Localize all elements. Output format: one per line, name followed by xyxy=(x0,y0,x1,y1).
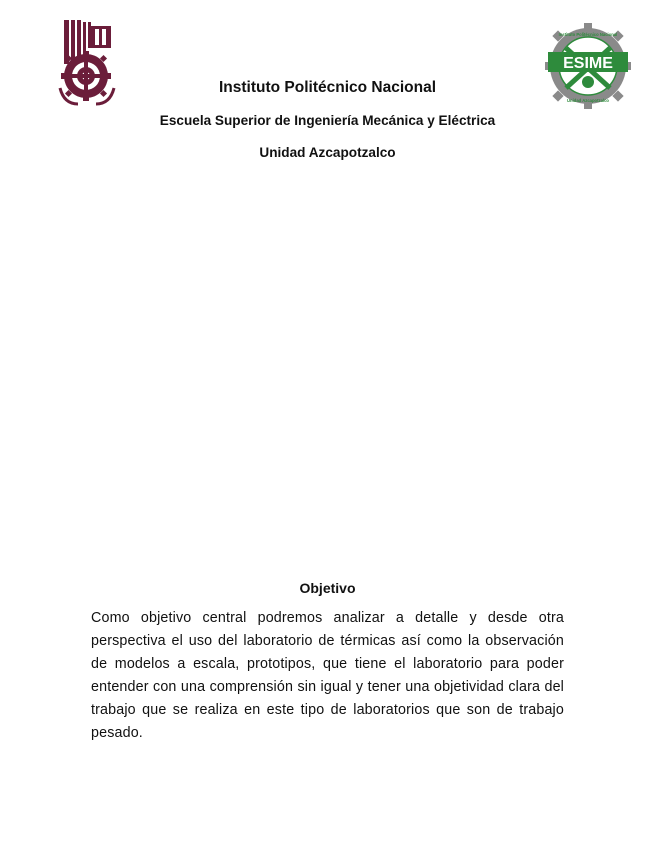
unit-heading: Unidad Azcapotzalco xyxy=(259,145,396,160)
esime-logo-ring-top: Instituto Politécnico Nacional xyxy=(558,32,618,37)
objective-title: Objetivo xyxy=(299,580,356,596)
institution-heading: Instituto Politécnico Nacional xyxy=(218,79,437,96)
school-heading: Escuela Superior de Ingeniería Mecánica y Eléctrica xyxy=(159,113,496,128)
objective-paragraph: Como objetivo central podremos analizar a detalle y desde otra perspectiva el uso del laboratorio de térmicas así como la observación de modelos a escala, prototipos, que tiene el laboratorio para poder entender con una comprensión sin igual y tener una objetividad clara del trabajo que se realiza en este tipo de laboratorios que son de trabajo pesado. xyxy=(91,610,564,741)
esime-logo-ring-bottom: Unidad Azcapotzalco xyxy=(567,98,609,103)
esime-logo-text: ESIME xyxy=(563,55,613,72)
